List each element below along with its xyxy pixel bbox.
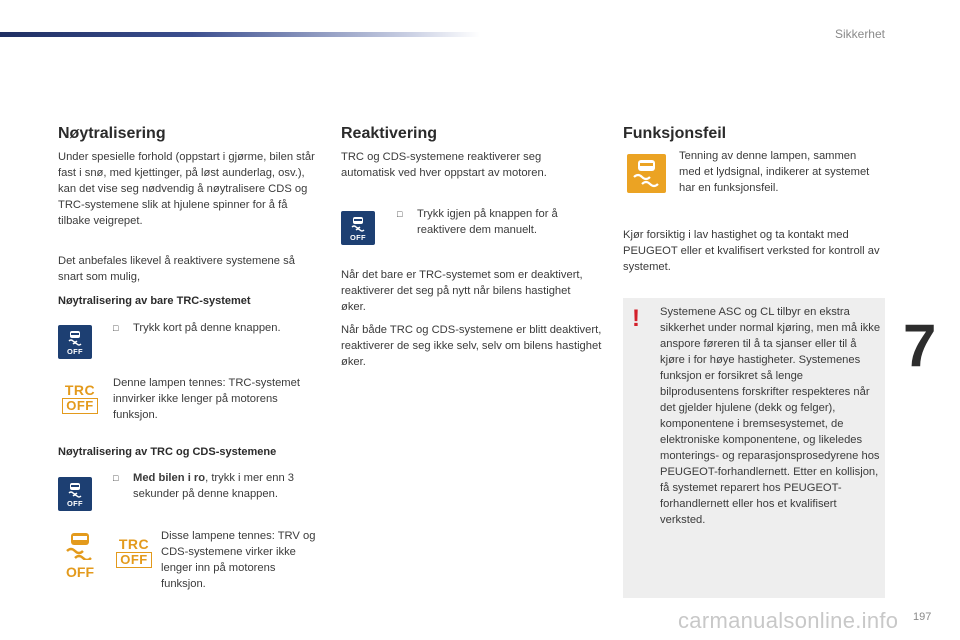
- warning-exclamation-icon: !: [632, 305, 640, 332]
- bullet-icon: □: [397, 209, 403, 219]
- cds-off-lamp-icon: OFF: [62, 532, 98, 574]
- step-trc-only: □ Trykk kort på denne knappen.: [113, 322, 281, 334]
- malfunction-advice: Kjør forsiktig i lav hastighet og ta kontakt med PEUGEOT eller et kvalifisert verksted for kontroll av systemet.: [623, 229, 880, 273]
- subheading-trc-cds: Nøytralisering av TRC og CDS-systemene: [58, 446, 277, 458]
- subheading-trc-only: Nøytralisering av bare TRC-systemet: [58, 295, 251, 307]
- skid-car-icon: [627, 154, 666, 193]
- page-number: 197: [913, 611, 932, 623]
- section-title: Sikkerhet: [834, 27, 885, 41]
- heading-malfunction: Funksjonsfeil: [623, 125, 727, 142]
- malfunction-lamp-icon: [627, 154, 666, 193]
- reactivation-intro: TRC og CDS-systemene reaktiverer seg automatisk ved hver oppstart av motoren.: [341, 151, 547, 179]
- esp-off-button-icon-3: OFF: [341, 211, 375, 245]
- step-reactivate: □ Trykk igjen på knappen for å reaktivere dem manuelt.: [397, 208, 558, 236]
- trc-off-lamp-icon: TRC OFF: [62, 383, 98, 414]
- bullet-icon: □: [113, 323, 119, 333]
- trc-cds-lamp-description: Disse lampene tennes: TRV og CDS-systemene virker ikke lenger inn på motorens funksjon.: [161, 530, 316, 590]
- trc-lamp-description: Denne lampen tennes: TRC-systemet innvirker ikke lenger på motorens funksjon.: [113, 377, 300, 421]
- heading-neutralisation: Nøytralisering: [58, 125, 166, 142]
- bullet-icon: □: [113, 473, 119, 483]
- reactivation-trc-cds: Når både TRC og CDS-systemene er blitt deaktivert, reaktiverer de seg ikke selv, selv om bilens hastighet øker.: [341, 324, 602, 368]
- step-trc-cds: □ Med bilen i ro, trykk i mer enn 3 sekunder på denne knappen.: [113, 472, 295, 500]
- heading-reactivation: Reaktivering: [341, 125, 438, 142]
- skid-car-icon: [67, 482, 83, 498]
- warning-text: Systemene ASC og CL tilbyr en ekstra sikkerhet under normal kjøring, men må ikke anspore føreren til å ta sjanser eller til å kjøre i for høye hastigheter. Systemenes funksjon er forsikret så lenge bilprodusentens forskrifter respekteres når det gjelder hjulene (dekk og felger), komponentene i bremsesystemet, de elektroniske komponentene, og likeledes monterings- og reparasjonsprosedyrene hos PEUGEOT-forhandlernett. Etter en kollisjon, få systemet reparert hos PEUGEOT-forhandlernett eller hos et kvalifisert verksted.: [660, 306, 881, 526]
- neutralisation-recommendation: Det anbefales likevel å reaktivere systemene så snart som mulig,: [58, 255, 295, 283]
- neutralisation-intro: Under spesielle forhold (oppstart i gjørme, bilen står fast i snø, med kjettinger, på løst aunderlag, osv.), kan det vise seg nødvendig å nøytralisere CDS og TRC-systemene slik at hjulene spinner for å få tilbake veigrepet.: [58, 151, 315, 227]
- esp-off-button-icon: OFF: [58, 325, 92, 359]
- header-bar: [0, 32, 480, 37]
- trc-off-lamp-icon-2: TRC OFF: [116, 537, 152, 568]
- skid-car-icon: [350, 216, 366, 232]
- chapter-number: 7: [903, 312, 937, 379]
- reactivation-trc-only: Når det bare er TRC-systemet som er deaktivert, reaktiverer det seg på nytt når bilens hastighet øker.: [341, 269, 583, 313]
- watermark: carmanualsonline.info: [678, 608, 899, 633]
- esp-off-button-icon-2: OFF: [58, 477, 92, 511]
- skid-car-icon: [67, 330, 83, 346]
- malfunction-lamp-description: Tenning av denne lampen, sammen med et lydsignal, indikerer at systemet har en funksjonsfeil.: [679, 150, 870, 194]
